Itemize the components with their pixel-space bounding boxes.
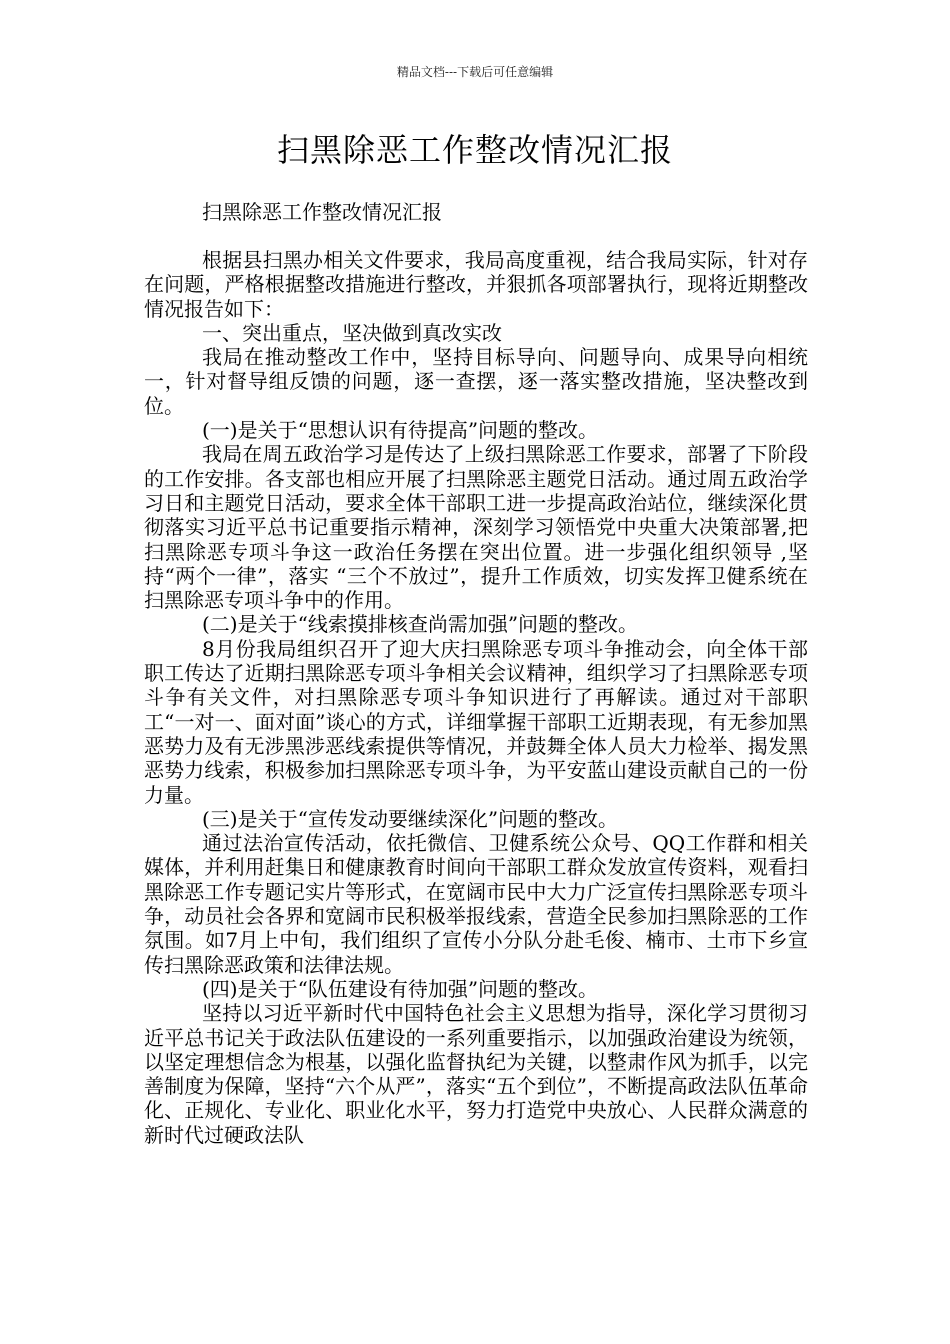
subsection-heading-4: (四)是关于“队伍建设有待加强”问题的整改。 — [202, 976, 599, 1001]
subsection-heading-2: (二)是关于“线索摸排核查尚需加强”问题的整改。 — [202, 612, 639, 637]
paragraph-intro: 根据县扫黑办相关文件要求，我局高度重视，结合我局实际，针对存在问题，严格根据整改措施进行整改，并狠抓各项部署执行，现将近期整改情况报告如下： — [144, 248, 808, 321]
header-note: 精品文档---下载后可任意编辑 — [396, 65, 554, 79]
subsection-heading-1: (一)是关于“思想认识有待提高”问题的整改。 — [202, 418, 599, 443]
paragraph: 通过法治宣传活动，依托微信、卫健系统公众号、QQ工作群和相关媒体，并利用赶集日和健康教育时间向干部职工群众发放宣传资料，观看扫黑除恶工作专题记实片等形式，在宽阔市民中大力广泛宣传扫黑除恶专项斗争，动员社会各界和宽阔市民积极举报线索，营造全民参加扫黑除恶的工作氛围。如7月上中旬，我们组织了宣传小分队分赴毛俊、楠市、土市下乡宣传扫黑除恶政策和法律法规。 — [144, 831, 808, 977]
section-heading-1: 一、突出重点，坚决做到真改实改 — [202, 320, 502, 345]
document-subtitle: 扫黑除恶工作整改情况汇报 — [202, 200, 442, 224]
paragraph: 我局在周五政治学习是传达了上级扫黑除恶工作要求，部署了下阶段的工作安排。各支部也相应开展了扫黑除恶主题党日活动。通过周五政治学习日和主题党日活动，要求全体干部职工进一步提高政治站位，继续深化贯彻落实习近平总书记重要指示精神，深刻学习领悟党中央重大决策部署,把扫黑除恶专项斗争这一政治任务摆在突出位置。进一步强化组织领导 ,坚持“两个一律”，落实 “三个不放过”，提升工作质效，切实发挥卫健系统在扫黑除恶专项斗争中的作用。 — [144, 442, 808, 613]
document-title: 扫黑除恶工作整改情况汇报 — [276, 131, 673, 169]
subsection-heading-3: (三)是关于“宣传发动要继续深化”问题的整改。 — [202, 806, 619, 831]
paragraph: 坚持以习近平新时代中国特色社会主义思想为指导，深化学习贯彻习近平总书记关于政法队伍建设的一系列重要指示，以加强政治建设为统领，以坚定理想信念为根基，以强化监督执纪为关键，以整肃作风为抓手，以完善制度为保障，坚持“六个从严”，落实“五个到位”，不断提高政法队伍革命化、正规化、专业化、职业化水平，努力打造党中央放心、人民群众满意的新时代过硬政法队 — [144, 1001, 808, 1147]
paragraph: 8月份我局组织召开了迎大庆扫黑除恶专项斗争推动会，向全体干部职工传达了近期扫黑除恶专项斗争相关会议精神，组织学习了扫黑除恶专项斗争有关文件，对扫黑除恶专项斗争知识进行了再解读。通过对干部职工“一对一、面对面”谈心的方式，详细掌握干部职工近期表现，有无参加黑恶势力及有无涉黑涉恶线索提供等情况，并鼓舞全体人员大力检举、揭发黑恶势力线索，积极参加扫黑除恶专项斗争，为平安蓝山建设贡献自己的一份力量。 — [144, 636, 808, 807]
paragraph: 我局在推动整改工作中，坚持目标导向、问题导向、成果导向相统一，针对督导组反馈的问题，逐一查摆，逐一落实整改措施，坚决整改到位。 — [144, 345, 808, 418]
document-body — [144, 248, 808, 1147]
